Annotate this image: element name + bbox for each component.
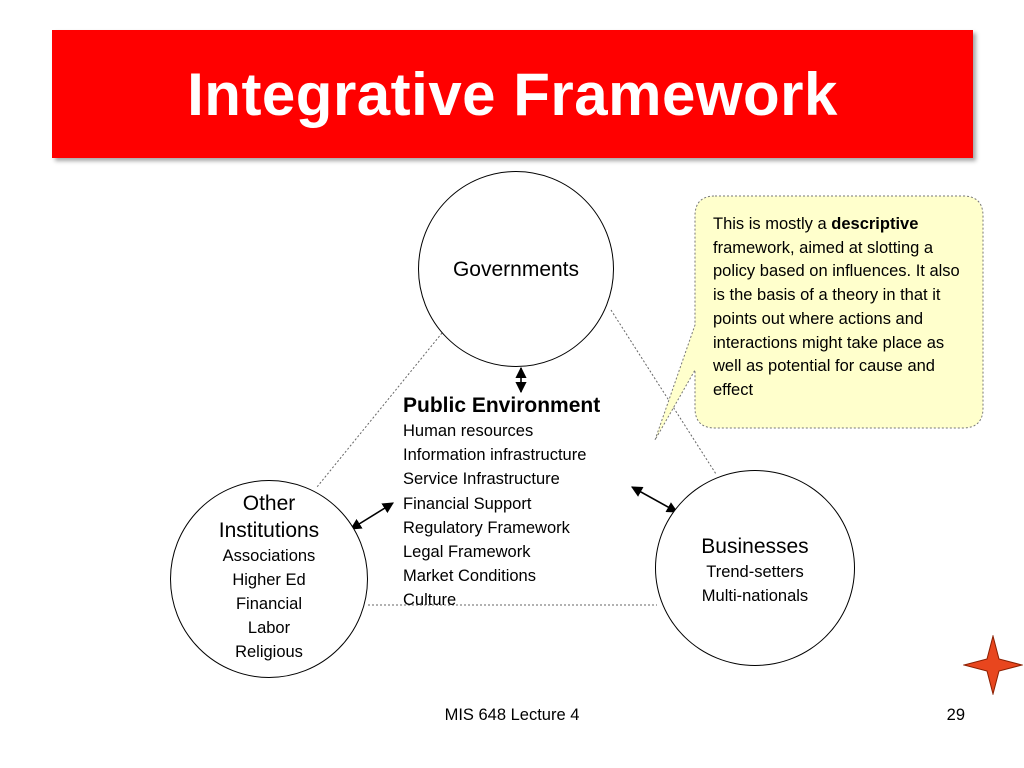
slide-title: Integrative Framework	[187, 60, 838, 128]
business-item: Trend-setters	[706, 563, 804, 581]
other-item: Associations	[222, 547, 316, 565]
public-env-item: Information infrastructure	[403, 446, 587, 465]
star-icon	[963, 635, 1023, 695]
public-env-item: Culture	[403, 591, 457, 610]
public-env-item: Financial Support	[403, 494, 532, 513]
governments-label: Governments	[452, 258, 580, 281]
other-institutions-title-1: Other	[242, 492, 296, 515]
footer-course: MIS 648 Lecture 4	[444, 706, 580, 724]
footer-page-number: 29	[946, 706, 965, 724]
callout-prefix: This is mostly a	[713, 215, 832, 233]
callout-rest: framework, aimed at slotting a policy based on influences. It also is the basis of a theory in that it points out where actions and interactions might take place as well as potential for cause and effect	[713, 238, 960, 399]
public-env-item: Regulatory Framework	[403, 518, 570, 537]
public-env-item: Legal Framework	[403, 543, 531, 562]
callout-emphasis: descriptive	[831, 215, 919, 233]
other-item: Religious	[235, 643, 303, 661]
public-env-item: Service Infrastructure	[403, 470, 560, 489]
public-env-item: Market Conditions	[403, 567, 536, 586]
other-item: Higher Ed	[232, 571, 306, 589]
other-item: Labor	[247, 619, 291, 637]
businesses-title: Businesses	[701, 535, 809, 558]
other-institutions-block	[170, 490, 368, 664]
public-environment-block	[403, 393, 600, 613]
other-item: Financial	[235, 595, 303, 613]
public-environment-title: Public Environment	[403, 394, 601, 417]
businesses-block	[655, 533, 855, 608]
business-item: Multi-nationals	[701, 587, 809, 605]
callout-text	[713, 213, 971, 403]
arrow-public-biz	[632, 487, 677, 512]
public-env-item: Human resources	[403, 422, 534, 440]
other-institutions-title-2: Institutions	[218, 519, 320, 542]
